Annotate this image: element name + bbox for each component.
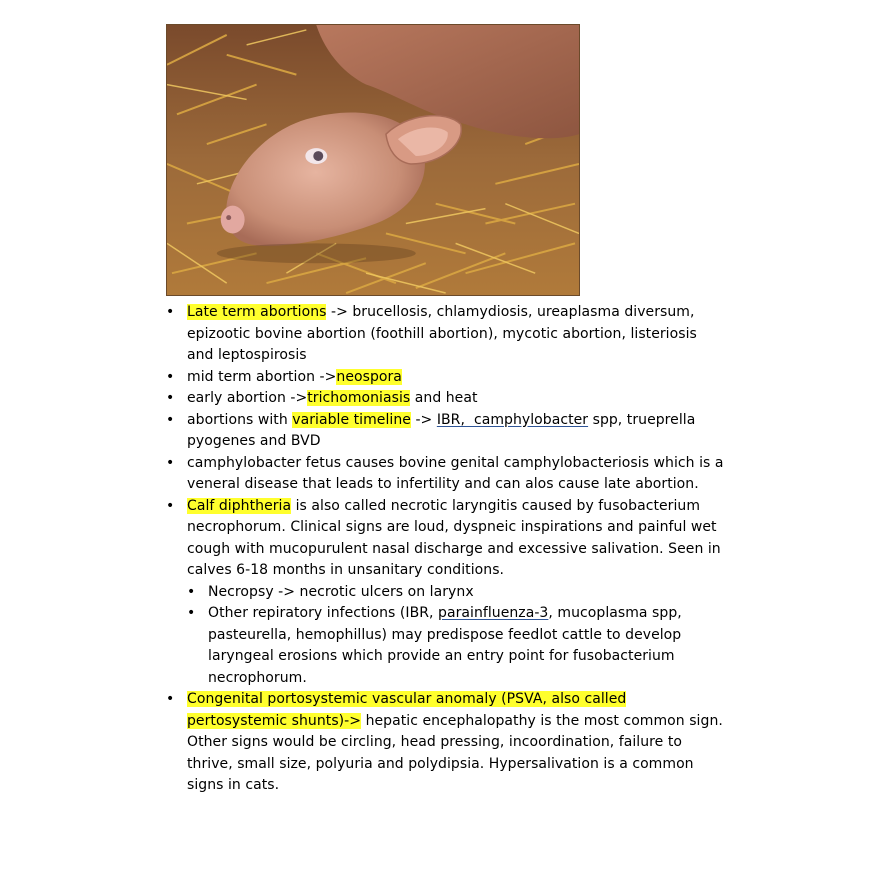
item-text: mid term abortion -> [187, 368, 337, 385]
sub-list [187, 582, 726, 690]
item-text: -> [410, 411, 437, 428]
list-item [166, 367, 726, 389]
list-item [166, 453, 726, 496]
notes-list [166, 302, 726, 797]
item-text: spp, trueprella pyogenes and BVD [187, 411, 696, 449]
underlined-term: parainfluenza-3 [438, 605, 549, 621]
highlighted-term: Calf diphtheria [187, 497, 292, 514]
highlighted-term: Congenital portosystemic vascular anomaly (PSVA, also called pertosystemic shunts)-> [187, 691, 627, 729]
list-item [166, 496, 726, 690]
list-item [166, 388, 726, 410]
sub-list-item [187, 582, 726, 604]
highlighted-term: Late term abortions [187, 304, 327, 320]
item-text: camphylobacter fetus causes bovine genital camphylobacteriosis which is a veneral disease that leads to infertility and can alos cause late abortion. [187, 454, 724, 492]
list-item [166, 410, 726, 453]
item-text: -> brucellosis, chlamydiosis, ureaplasma diversum, epizootic bovine abortion (foothill abortion), mycotic abortion, listeriosis and leptospirosis [187, 304, 697, 363]
underlined-term: IBR, camphylobacter [436, 411, 589, 428]
item-text: Necropsy -> necrotic ulcers on larynx [208, 583, 474, 600]
list-item [166, 689, 726, 797]
highlighted-term: neospora [336, 368, 402, 385]
item-text: abortions with [187, 411, 293, 428]
item-text: is also called necrotic laryngitis caused by fusobacterium necrophorum. Clinical signs are loud, dyspneic inspirations and painful wet cough with mucopurulent nasal discharge and excessive salivation. Seen in calves 6-18 months in unsanitary conditions. [187, 497, 721, 578]
calf-photo [166, 24, 580, 296]
item-text: early abortion -> [187, 390, 308, 406]
highlighted-term: trichomoniasis [307, 390, 411, 406]
item-text: , mucoplasma spp, pasteurella, hemophillus) may predispose feedlot cattle to develop laryngeal erosions which provide an entry point for fusobacterium necrophorum. [208, 605, 682, 686]
item-text: Other repiratory infections (IBR, [208, 605, 439, 621]
sub-list-item [187, 603, 726, 689]
item-text: and heat [410, 390, 478, 406]
list-item [166, 302, 726, 367]
highlighted-term: variable timeline [292, 411, 411, 428]
item-text: hepatic encephalopathy is the most common sign. Other signs would be circling, head pressing, incoordination, failure to thrive, small size, polyuria and polydipsia. Hypersalivation is a common signs in cats. [187, 712, 723, 793]
